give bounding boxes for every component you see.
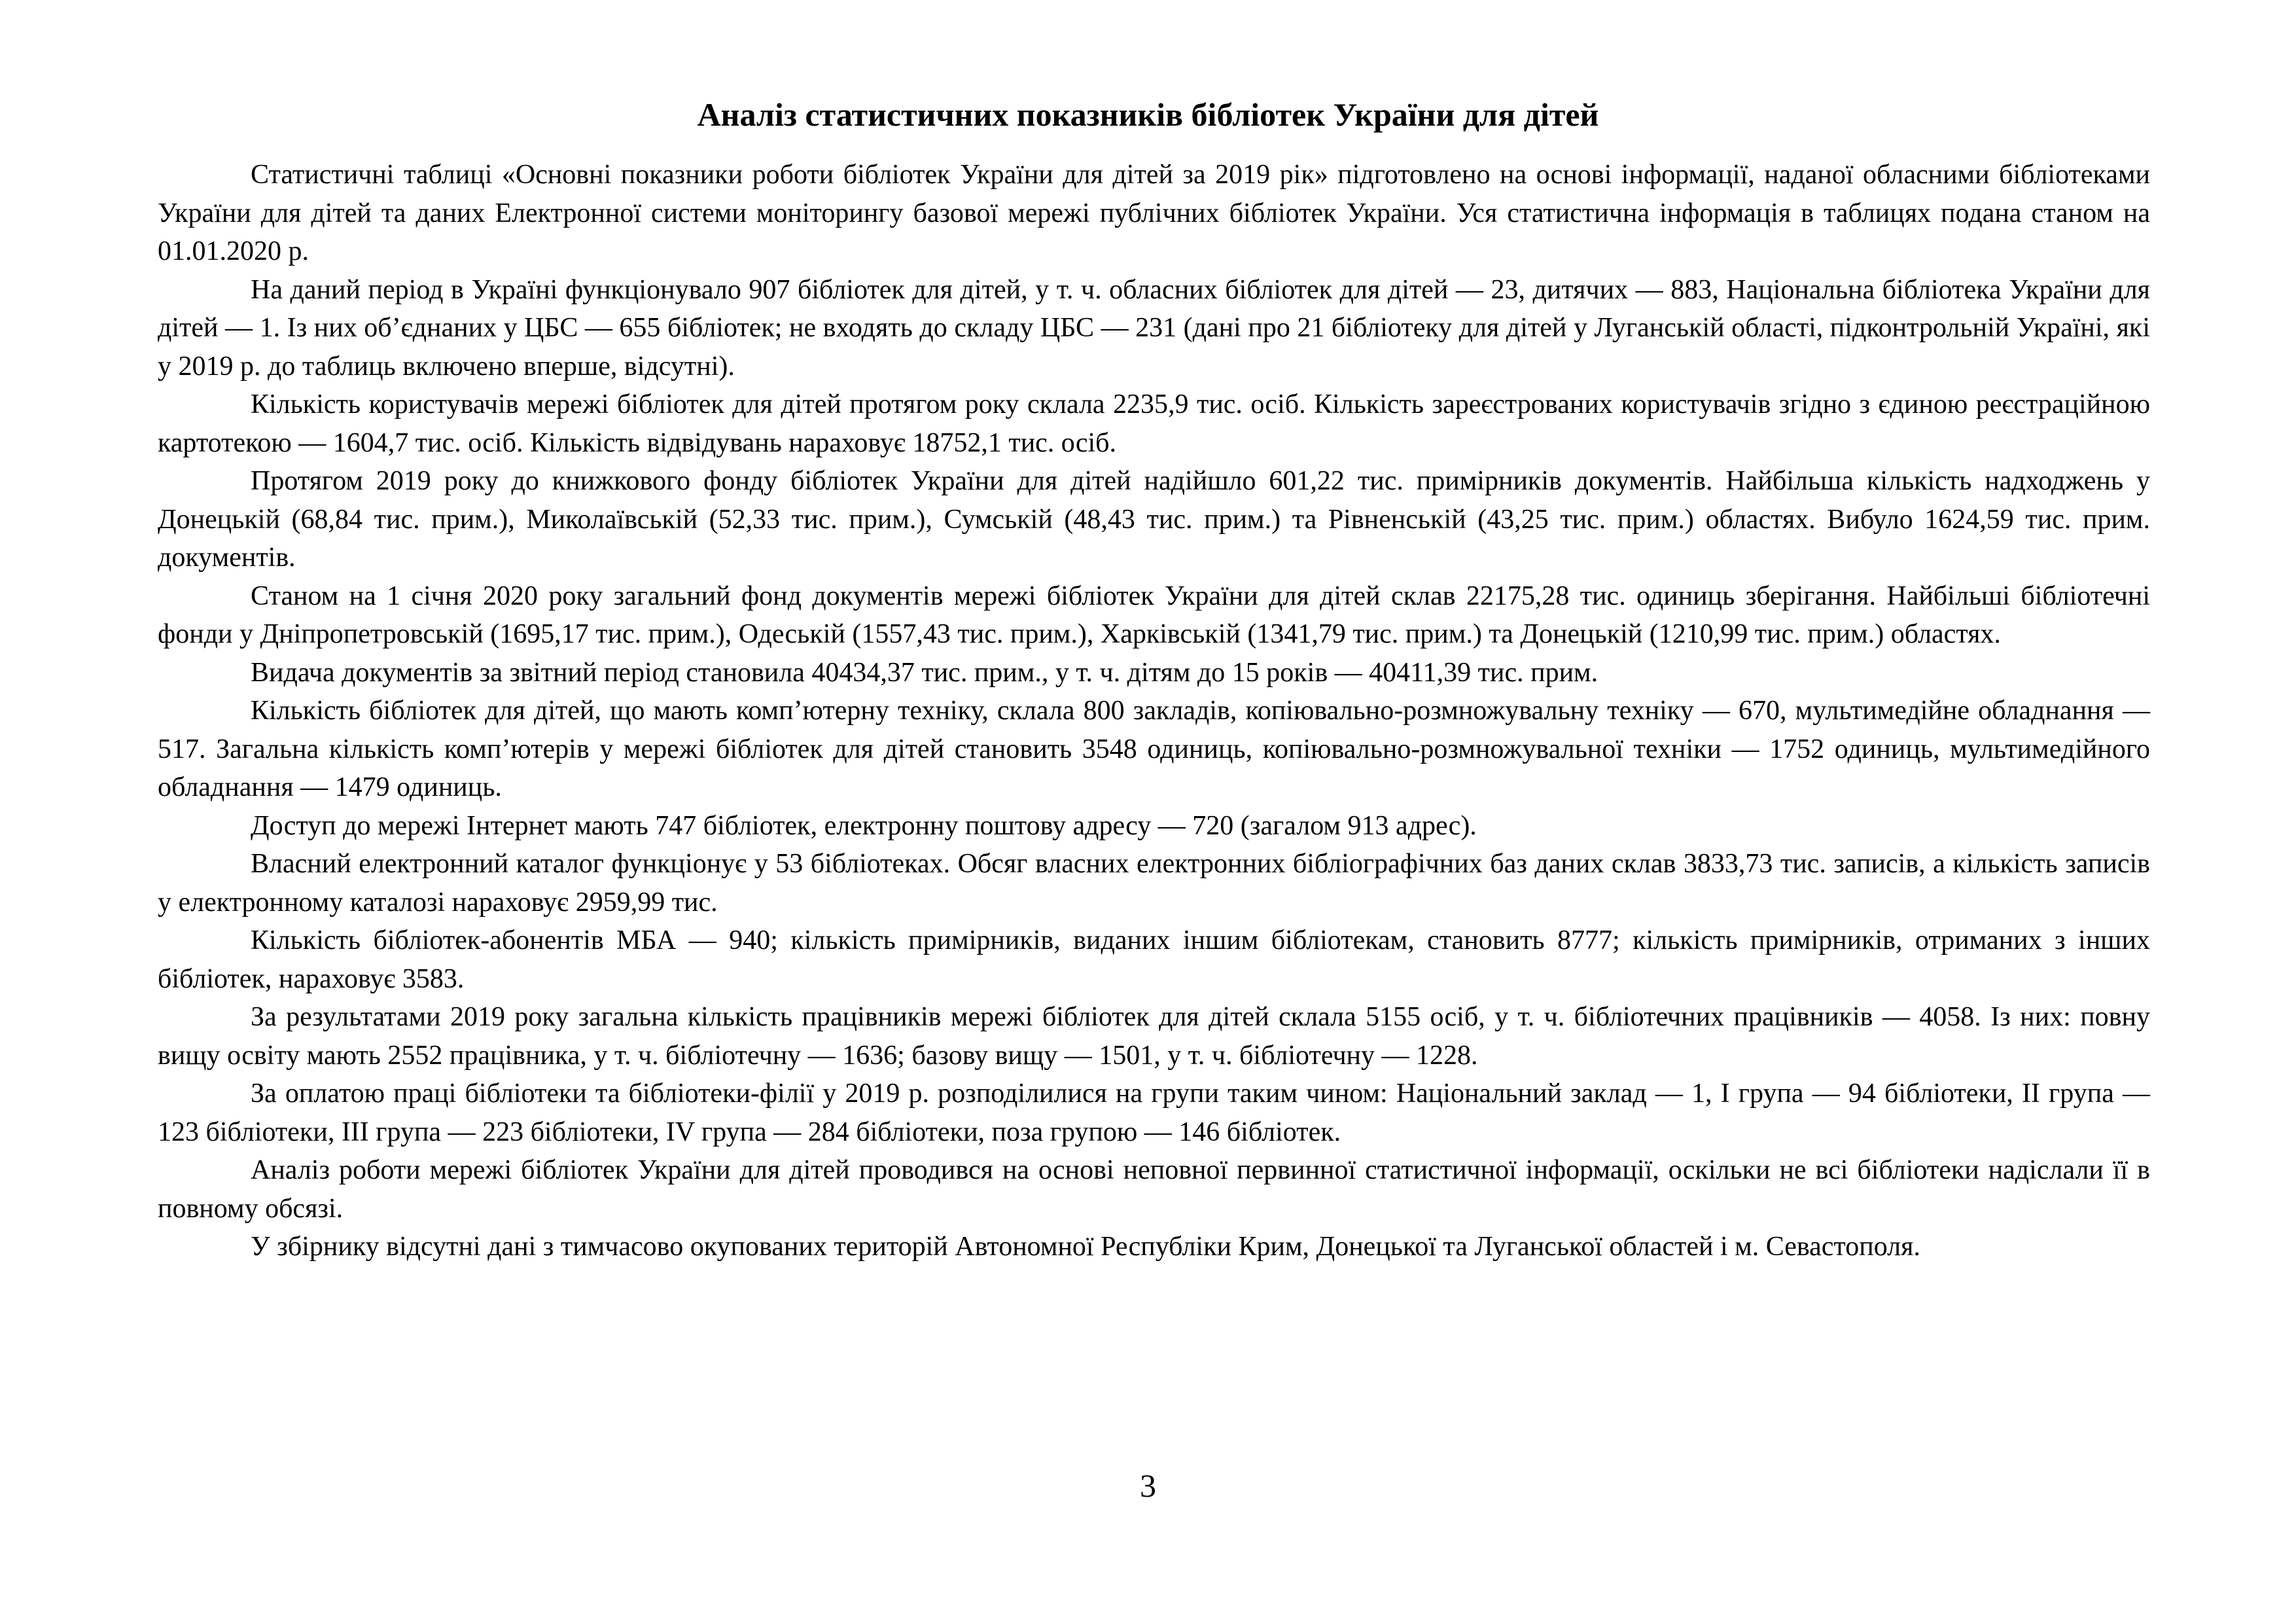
paragraph-data-completeness: Аналіз роботи мережі бібліотек України для дітей проводився на основі неповної первинної статистичної інформації, оскільки не всі бібліотеки надіслали її в повному обсязі.: [158, 1155, 2150, 1224]
document-body: [158, 156, 2150, 1266]
paragraph-internet: Доступ до мережі Інтернет мають 747 бібліотек, електронну поштову адресу — 720 (загалом 913 адрес).: [251, 810, 1477, 841]
paragraph-catalog: Власний електронний каталог функціонує у 53 бібліотеках. Обсяг власних електронних бібліографічних баз даних склав 3833,73 тис. записів, а кількість записів у електронному каталозі нараховує 2959,99 тис.: [158, 849, 2150, 918]
paragraph-equipment: Кількість бібліотек для дітей, що мають комп’ютерну техніку, склала 800 закладів, копіювально-розмножувальну техніку — 670, мультимедійне обладнання — 517. Загальна кількість комп’ютерів у мережі бібліотек для дітей становить 3548 одиниць, копіювально-розмножувальної техніки — 1752 одиниць, мультимедійного обладнання — 1479 одиниць.: [158, 696, 2150, 802]
page-number: 3: [1140, 1467, 1156, 1504]
paragraph-intro: Статистичні таблиці «Основні показники роботи бібліотек України для дітей за 2019 рік» підготовлено на основі інформації, наданої обласними бібліотеками України для дітей та даних Електронної системи моніторингу базової мережі публічних бібліотек України. Уся статистична інформація в таблицях подана станом на 01.01.2020 р.: [158, 160, 2150, 266]
paragraph-pay-groups: За оплатою праці бібліотеки та бібліотеки-філії у 2019 р. розподілилися на групи таким чином: Національний заклад — 1, І група — 94 бібліотеки, ІІ група — 123 бібліотеки, ІІІ група — 223 бібліотеки, IV група — 284 бібліотеки, поза групою — 146 бібліотек.: [158, 1079, 2150, 1147]
paragraph-acquisitions: Протягом 2019 року до книжкового фонду бібліотек України для дітей надійшло 601,22 тис. примірників документів. Найбільша кількість надходжень у Донецькій (68,84 тис. прим.), Миколаївській (52,33 тис. прим.), Сумській (48,43 тис. прим.) та Рівненській (43,25 тис. прим.) областях. Вибуло 1624,59 тис. прим. документів.: [158, 466, 2150, 573]
paragraph-collection: Станом на 1 січня 2020 року загальний фонд документів мережі бібліотек України для дітей склав 22175,28 тис. одиниць зберігання. Найбільші бібліотечні фонди у Дніпропетровській (1695,17 тис. прим.), Одеській (1557,43 тис. прим.), Харківській (1341,79 тис. прим.) та Донецькій (1210,99 тис. прим.) областях.: [158, 580, 2150, 649]
paragraph-occupied-territories: У збірнику відсутні дані з тимчасово окупованих територій Автономної Республіки Крим, Донецької та Луганської областей і м. Севастополя.: [251, 1232, 1920, 1262]
paragraph-users: Кількість користувачів мережі бібліотек для дітей протягом року склала 2235,9 тис. осіб. Кількість зареєстрованих користувачів згідно з єдиною реєстраційною картотекою — 1604,7 тис. осіб. Кількість відвідувань нараховує 18752,1 тис. осіб.: [158, 389, 2150, 458]
page-title: Аналіз статистичних показників бібліотек України для дітей: [697, 96, 1599, 133]
paragraph-library-count: На даний період в Україні функціонувало 907 бібліотек для дітей, у т. ч. обласних бібліотек для дітей — 23, дитячих — 883, Національна бібліотека України для дітей — 1. Із них об’єднаних у ЦБС — 655 бібліотек; не входять до складу ЦБС — 231 (дані про 21 бібліотеку для дітей у Луганській області, підконтрольній Україні, які у 2019 р. до таблиць включено вперше, відсутні).: [158, 274, 2150, 382]
paragraph-circulation: Видача документів за звітний період становила 40434,37 тис. прим., у т. ч. дітям до 15 років — 40411,39 тис. прим.: [251, 657, 1598, 688]
paragraph-interlibrary-loan: Кількість бібліотек-абонентів МБА — 940; кількість примірників, виданих іншим бібліотекам, становить 8777; кількість примірників, отриманих з інших бібліотек, нараховує 3583.: [158, 925, 2150, 994]
paragraph-staff: За результатами 2019 року загальна кількість працівників мережі бібліотек для дітей склала 5155 осіб, у т. ч. бібліотечних працівників — 4058. Із них: повну вищу освіту мають 2552 працівника, у т. ч. бібліотечну — 1636; базову вищу — 1501, у т. ч. бібліотечну — 1228.: [158, 1002, 2150, 1071]
